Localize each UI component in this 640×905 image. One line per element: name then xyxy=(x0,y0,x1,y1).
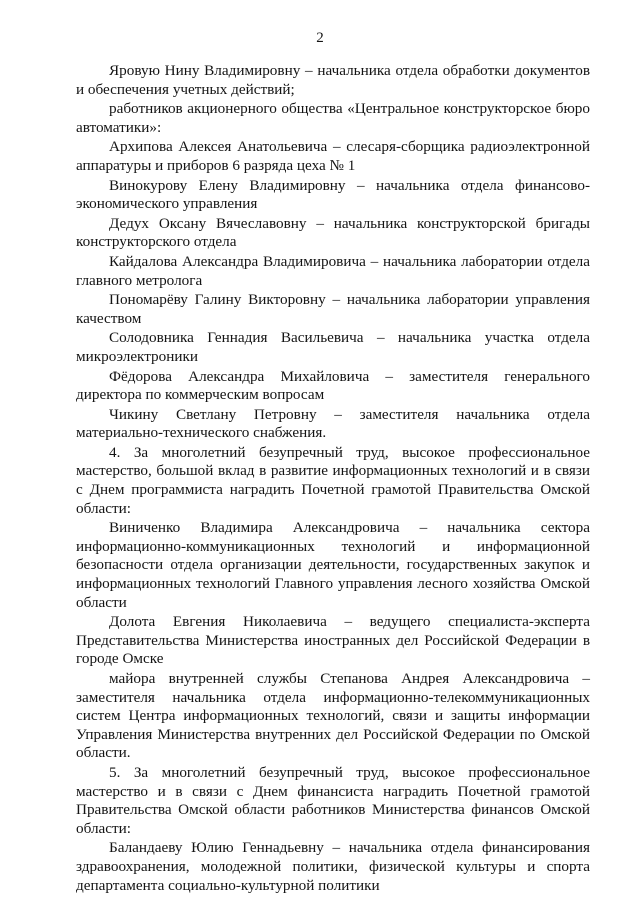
paragraph: Долота Евгения Николаевича – ведущего специалиста-эксперта Представительства Министерства иностранных дел Российской Федерации в городе Омске xyxy=(76,613,590,668)
paragraph: Баландаеву Юлию Геннадьевну – начальника отдела финансирования здравоохранения, молодежной политики, физической культуры и спорта департамента социально-культурной политики xyxy=(76,839,590,894)
paragraph: Архипова Алексея Анатольевича – слесаря-сборщика радиоэлектронной аппаратуры и приборов 6 разряда цеха № 1 xyxy=(76,138,590,174)
page-number: 2 xyxy=(316,30,324,46)
paragraph: 4. За многолетний безупречный труд, высокое профессиональное мастерство, большой вклад в развитие информационных технологий и в связи с Днем программиста наградить Почетной грамотой Правительства Омской области: xyxy=(76,443,590,517)
document-body xyxy=(76,62,590,895)
paragraph: Чикину Светлану Петровну – заместителя начальника отдела материально-технического снабжения. xyxy=(76,405,590,442)
paragraph: Фёдорова Александра Михайловича – заместителя генерального директора по коммерческим вопросам xyxy=(76,367,590,404)
paragraph: Винокурову Елену Владимировну – начальника отдела финансово-экономического управления xyxy=(76,176,590,213)
paragraph: Дедух Оксану Вячеславовну – начальника конструкторской бригады конструкторского отдела xyxy=(76,214,590,251)
paragraph: Яровую Нину Владимировну – начальника отдела обработки документов и обеспечения учетных действий; xyxy=(76,62,590,98)
paragraph: 5. За многолетний безупречный труд, высокое профессиональное мастерство и в связи с Днем финансиста наградить Почетной грамотой Правительства Омской области работников Министерства финансов Омской области: xyxy=(76,763,590,837)
paragraph: майора внутренней службы Степанова Андрея Александровича – заместителя начальника отдела информационно-телекоммуникационных систем Центра информационных технологий, связи и защиты информации Управления Министерства внутренних дел Российской Федерации по Омской области. xyxy=(76,670,590,762)
paragraph: Солодовника Геннадия Васильевича – начальника участка отдела микроэлектроники xyxy=(76,329,590,365)
paragraph: Кайдалова Александра Владимировича – начальника лаборатории отдела главного метролога xyxy=(76,252,590,289)
paragraph: Пономарёву Галину Викторовну – начальника лаборатории управления качеством xyxy=(76,291,590,327)
paragraph: Виниченко Владимира Александровича – начальника сектора информационно-коммуникационных технологий и информационной безопасности отдела организации деятельности, государственных закупок и информационных технологий Главного управления лесного хозяйства Омской области xyxy=(76,519,590,611)
paragraph: работников акционерного общества «Центральное конструкторское бюро автоматики»: xyxy=(76,100,590,136)
